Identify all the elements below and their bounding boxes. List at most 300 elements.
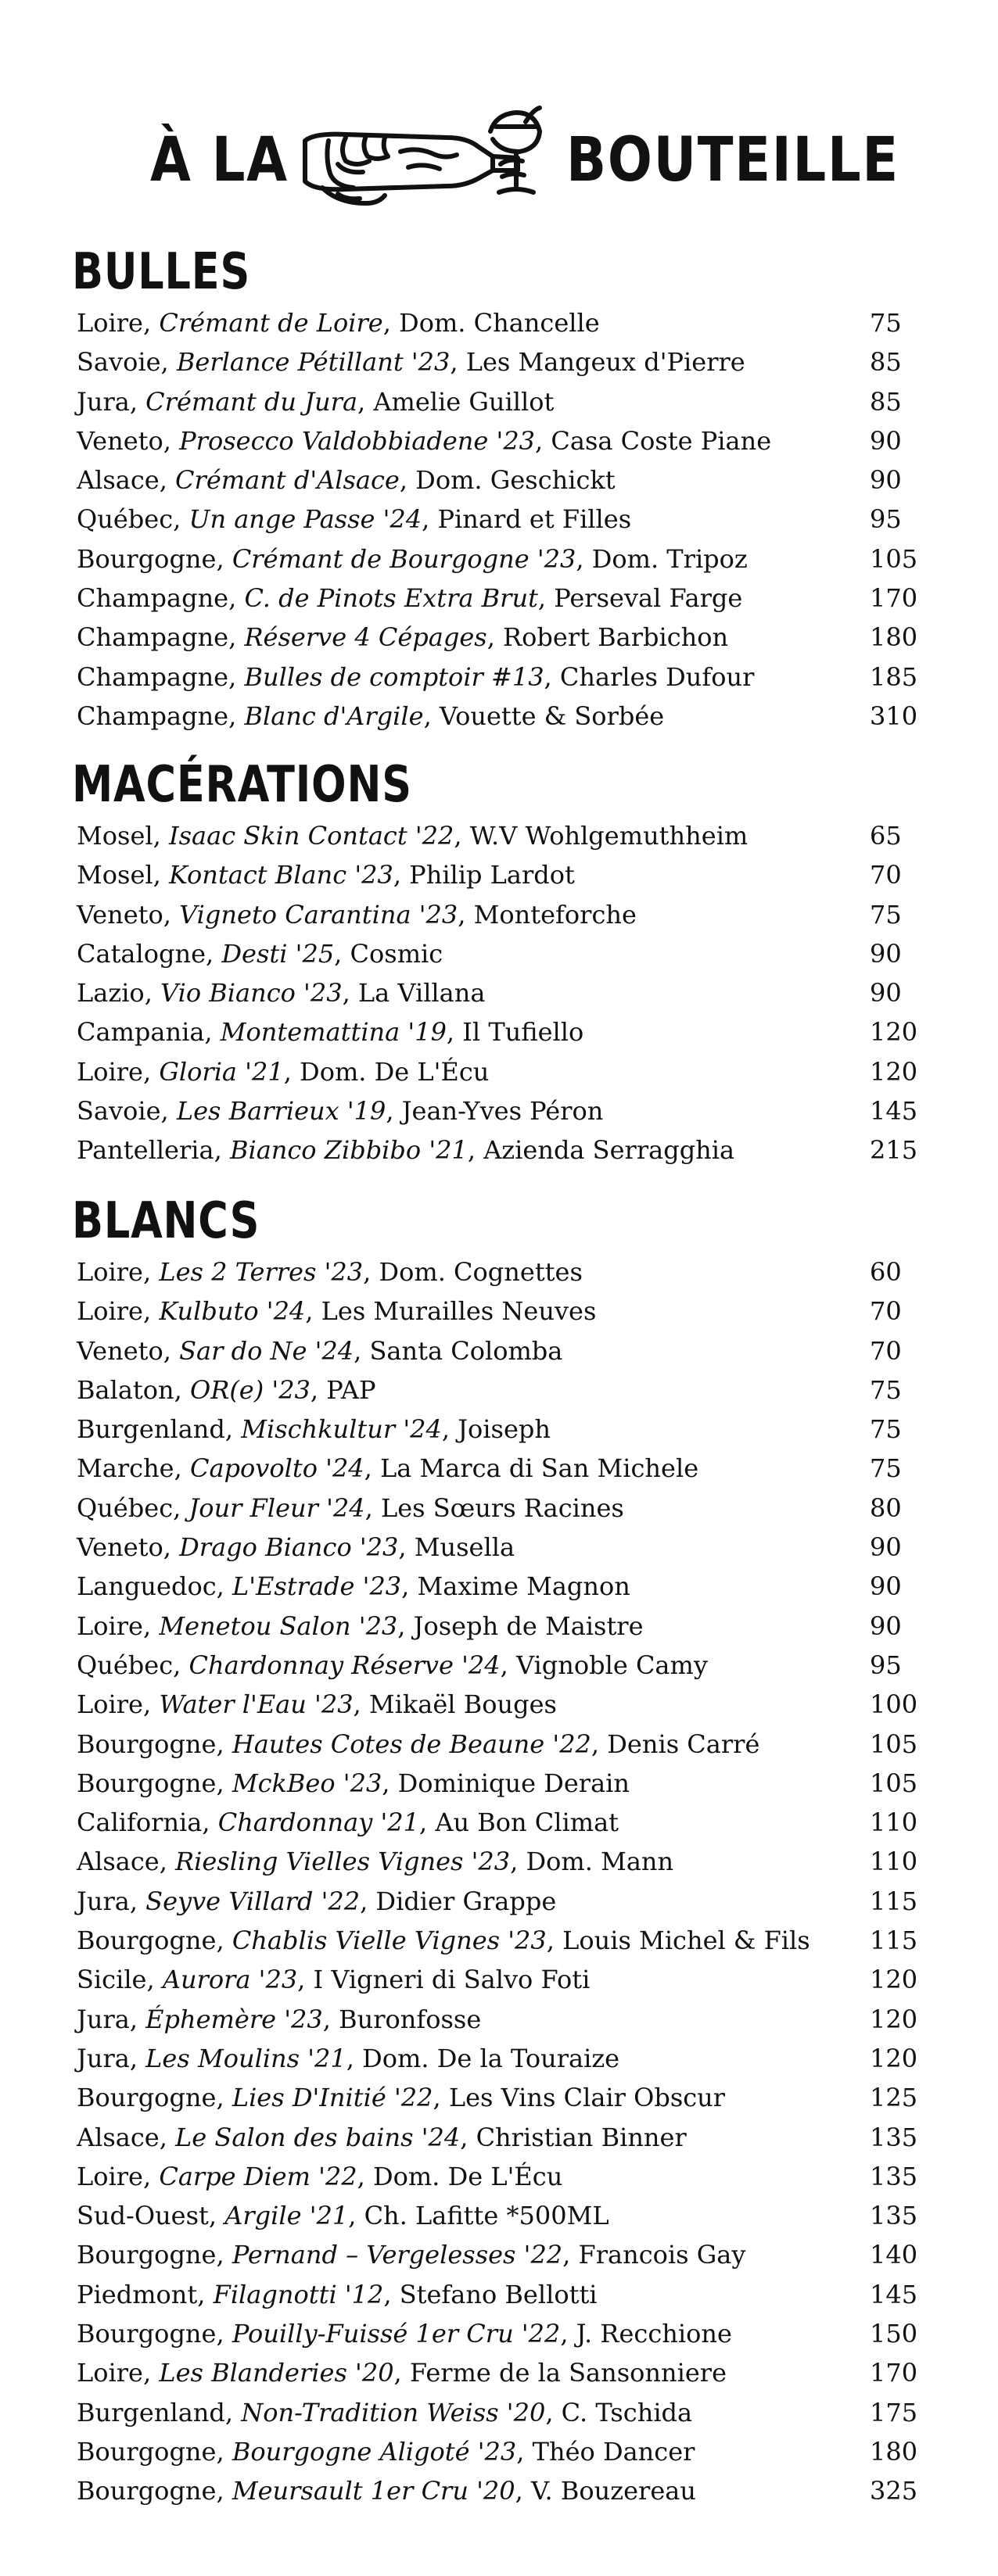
wine-price: 105	[870, 543, 918, 574]
wine-region: Languedoc	[77, 1571, 217, 1602]
wine-region: Québec	[77, 504, 174, 535]
wine-description: Campania, Montemattina '19, Il Tufiello	[77, 1017, 584, 1048]
wine-producer: Perseval Farge	[554, 583, 743, 614]
wine-price: 90	[870, 938, 902, 969]
header-title-left: À LA	[150, 125, 289, 195]
wine-name: Chablis Vielle Vignes '23	[232, 1926, 547, 1956]
wine-region: Sicile	[77, 1965, 147, 1995]
wine-row	[72, 2118, 932, 2157]
wine-name: OR(e) '23	[189, 1374, 311, 1405]
wine-price: 180	[870, 2436, 918, 2467]
wine-description: Catalogne, Desti '25, Cosmic	[77, 938, 443, 969]
wine-row	[72, 2393, 932, 2432]
wine-row	[72, 1921, 932, 1960]
wine-region: Pantelleria	[77, 1135, 214, 1166]
wine-description: Québec, Jour Fleur '24, Les Sœurs Racines	[77, 1492, 624, 1523]
wine-producer: W.V Wohlgemuthheim	[469, 821, 748, 851]
wine-producer: Joseph de Maistre	[413, 1610, 644, 1641]
wine-producer: Il Tufiello	[462, 1017, 584, 1048]
wine-description: Bourgogne, Hautes Cotes de Beaune '22, Denis Carré	[77, 1729, 760, 1759]
wine-name: Réserve 4 Cépages	[244, 622, 487, 653]
wine-description: Savoie, Les Barrieux '19, Jean-Yves Péron	[77, 1096, 604, 1127]
wine-row	[72, 697, 932, 736]
wine-price: 85	[870, 386, 902, 417]
wine-description: Jura, Crémant du Jura, Amelie Guillot	[77, 386, 555, 417]
wine-region: Jura	[77, 2004, 130, 2034]
wine-region: Burgenland	[77, 1414, 225, 1445]
wine-description: Mosel, Kontact Blanc '23, Philip Lardot	[77, 860, 575, 890]
wine-producer: Mikaël Bouges	[368, 1689, 557, 1720]
wine-region: Veneto	[77, 425, 163, 456]
wine-region: Loire	[77, 1689, 143, 1720]
wine-name: MckBeo '23	[232, 1768, 382, 1798]
wine-producer: Robert Barbichon	[503, 622, 729, 653]
wine-price: 75	[870, 899, 902, 930]
wine-price: 80	[870, 1492, 902, 1523]
wine-price: 175	[870, 2397, 918, 2427]
wine-row	[72, 1725, 932, 1764]
wine-region: Champagne	[77, 700, 229, 731]
section-title: MACÉRATIONS	[72, 756, 412, 814]
wine-price: 105	[870, 1729, 918, 1759]
wine-description: Veneto, Vigneto Carantina '23, Monteforche	[77, 899, 637, 930]
wine-producer: Cosmic	[350, 938, 443, 969]
wine-producer: Christian Binner	[476, 2122, 687, 2152]
wine-name: Water l'Eau '23	[159, 1689, 354, 1720]
wine-name: Capovolto '24	[189, 1453, 364, 1484]
wine-name: Chardonnay Réserve '24	[188, 1650, 501, 1680]
wine-region: Lazio	[77, 978, 145, 1009]
wine-description: Loire, Water l'Eau '23, Mikaël Bouges	[77, 1689, 557, 1720]
wine-name: Aurora '23	[162, 1965, 298, 1995]
wine-description: Alsace, Riesling Vielles Vignes '23, Dom. Mann	[77, 1847, 674, 1877]
wine-price: 105	[870, 1768, 918, 1798]
wine-price: 75	[870, 1414, 902, 1445]
wine-row	[72, 460, 932, 500]
wine-producer: La Villana	[357, 978, 486, 1009]
wine-row	[72, 973, 932, 1012]
wine-producer: Dom. Tripoz	[591, 543, 748, 574]
wine-producer: Musella	[414, 1532, 515, 1563]
wine-price: 145	[870, 2279, 918, 2309]
wine-price: 90	[870, 978, 902, 1009]
wine-region: Québec	[77, 1650, 174, 1680]
wine-row	[72, 1607, 932, 1646]
wine-producer: Théo Dancer	[532, 2436, 695, 2467]
wine-name: Crémant de Bourgogne '23	[232, 543, 576, 574]
wine-description: Sud-Ouest, Argile '21, Ch. Lafitte *500ML	[77, 2201, 609, 2231]
wine-name: L'Estrade '23	[232, 1571, 402, 1602]
wine-producer: Charles Dufour	[559, 661, 755, 692]
wine-row	[72, 1646, 932, 1685]
wine-description: Bourgogne, Crémant de Bourgogne '23, Dom. Tripoz	[77, 543, 748, 574]
wine-description: Champagne, Réserve 4 Cépages, Robert Barbichon	[77, 622, 729, 653]
wine-row	[72, 1685, 932, 1724]
wine-description: Burgenland, Non-Tradition Weiss '20, C. Tschida	[77, 2397, 693, 2427]
wine-description: Bourgogne, Lies D'Initié '22, Les Vins Clair Obscur	[77, 2083, 726, 2113]
wine-row	[72, 421, 932, 460]
wine-name: Kontact Blanc '23	[168, 860, 393, 890]
wine-region: Alsace	[77, 2122, 160, 2152]
wine-producer: Dom. Mann	[526, 1847, 674, 1877]
wine-name: Chardonnay '21	[217, 1807, 419, 1838]
wine-row	[72, 2157, 932, 2196]
wine-row	[72, 1252, 932, 1292]
wine-region: Alsace	[77, 1847, 160, 1877]
wine-region: Bourgogne	[77, 2240, 217, 2270]
wine-region: Savoie	[77, 1096, 161, 1127]
wine-description: Sicile, Aurora '23, I Vigneri di Salvo Foti	[77, 1965, 591, 1995]
wine-row	[72, 2432, 932, 2471]
wine-name: Filagnotti '12	[213, 2279, 384, 2309]
section-title: BLANCS	[72, 1192, 260, 1250]
wine-description: Languedoc, L'Estrade '23, Maxime Magnon	[77, 1571, 630, 1602]
wine-region: Mosel	[77, 860, 153, 890]
wine-description: Veneto, Drago Bianco '23, Musella	[77, 1532, 515, 1563]
wine-price: 135	[870, 2161, 918, 2191]
wine-price: 90	[870, 425, 902, 456]
wine-price: 145	[870, 1096, 918, 1127]
wine-producer: Les Mangeux d'Pierre	[465, 347, 745, 378]
wine-description: Loire, Carpe Diem '22, Dom. De L'Écu	[77, 2161, 563, 2191]
wine-name: Desti '25	[221, 938, 335, 969]
wine-producer: Denis Carré	[607, 1729, 760, 1759]
wine-producer: Dom. Cognettes	[379, 1257, 583, 1287]
wine-region: Loire	[77, 1610, 143, 1641]
wine-description: Loire, Crémant de Loire, Dom. Chancelle	[77, 308, 600, 338]
wine-region: Jura	[77, 2043, 130, 2073]
wine-producer: Dom. De L'Écu	[372, 2161, 563, 2191]
wine-row	[72, 855, 932, 894]
wine-name: Bourgogne Aligoté '23	[232, 2436, 517, 2467]
wine-description: Balaton, OR(e) '23, PAP	[77, 1374, 376, 1405]
wine-row	[72, 1803, 932, 1842]
wine-row	[72, 2275, 932, 2314]
wine-name: Les Blanderies '20	[159, 2358, 394, 2388]
wine-price: 140	[870, 2240, 918, 2270]
wine-price: 70	[870, 860, 902, 890]
wine-row	[72, 1842, 932, 1881]
wine-row	[72, 1091, 932, 1130]
wine-price: 85	[870, 347, 902, 378]
wine-name: Argile '21	[224, 2201, 349, 2231]
wine-producer: Maxime Magnon	[417, 1571, 630, 1602]
wine-region: Champagne	[77, 661, 229, 692]
wine-row	[72, 1410, 932, 1449]
wine-producer: Dominique Derain	[397, 1768, 630, 1798]
wine-description: Bourgogne, Bourgogne Aligoté '23, Théo Dancer	[77, 2436, 695, 2467]
wine-region: Champagne	[77, 583, 229, 614]
wine-description: Lazio, Vio Bianco '23, La Villana	[77, 978, 486, 1009]
wine-row	[72, 1960, 932, 1999]
wine-price: 310	[870, 700, 918, 731]
wine-row	[72, 579, 932, 618]
wine-description: Burgenland, Mischkultur '24, Joiseph	[77, 1414, 551, 1445]
wine-price: 65	[870, 821, 902, 851]
wine-name: Éphemère '23	[145, 2004, 323, 2034]
wine-description: Marche, Capovolto '24, La Marca di San Michele	[77, 1453, 699, 1484]
wine-name: Le Salon des bains '24	[175, 2122, 461, 2152]
wine-row	[72, 1567, 932, 1606]
wine-region: Bourgogne	[77, 2319, 217, 2349]
wine-row	[72, 1764, 932, 1803]
wine-description: Loire, Les Blanderies '20, Ferme de la Sansonniere	[77, 2358, 727, 2388]
wine-name: Riesling Vielles Vignes '23	[175, 1847, 511, 1877]
hand-holding-bottle-and-glass-icon	[291, 86, 557, 227]
wine-list	[72, 816, 932, 1170]
wine-region: Campania	[77, 1017, 205, 1048]
wine-producer: Amelie Guillot	[373, 386, 555, 417]
wine-name: Bianco Zibbibo '21	[229, 1135, 468, 1166]
wine-name: Les Barrieux '19	[176, 1096, 386, 1127]
wine-region: Bourgogne	[77, 1768, 217, 1798]
wine-name: Berlance Pétillant '23	[176, 347, 451, 378]
wine-price: 325	[870, 2476, 918, 2506]
section-blancs	[72, 1190, 932, 2511]
wine-row	[72, 816, 932, 855]
wine-price: 115	[870, 1886, 918, 1916]
wine-price: 135	[870, 2201, 918, 2231]
wine-region: Balaton	[77, 1374, 174, 1405]
wine-price: 120	[870, 2004, 918, 2034]
wine-description: Champagne, Bulles de comptoir #13, Charles Dufour	[77, 661, 755, 692]
wine-name: Drago Bianco '23	[179, 1532, 399, 1563]
wine-producer: Stefano Bellotti	[399, 2279, 598, 2309]
wine-price: 95	[870, 504, 902, 535]
wine-description: Bourgogne, Pouilly-Fuissé 1er Cru '22, J. Recchione	[77, 2319, 732, 2349]
wine-name: Carpe Diem '22	[159, 2161, 357, 2191]
wine-price: 120	[870, 1017, 918, 1048]
wine-description: Bourgogne, Meursault 1er Cru '20, V. Bouzereau	[77, 2476, 696, 2506]
wine-price: 100	[870, 1689, 918, 1720]
wine-producer: Didier Grappe	[375, 1886, 557, 1916]
wine-price: 70	[870, 1296, 902, 1327]
wine-region: Loire	[77, 1257, 143, 1287]
wine-producer: V. Bouzereau	[530, 2476, 696, 2506]
wine-row	[72, 1449, 932, 1488]
wine-region: Bourgogne	[77, 2436, 217, 2467]
wine-region: Alsace	[77, 465, 160, 496]
wine-description: Bourgogne, Chablis Vielle Vignes '23, Louis Michel & Fils	[77, 1926, 810, 1956]
wine-price: 75	[870, 1453, 902, 1484]
wine-region: Bourgogne	[77, 2083, 217, 2113]
wine-price: 95	[870, 1650, 902, 1680]
wine-region: Veneto	[77, 1532, 163, 1563]
wine-region: Loire	[77, 308, 143, 338]
wine-producer: J. Recchione	[576, 2319, 732, 2349]
wine-producer: Dom. De la Touraize	[362, 2043, 620, 2073]
wine-producer: Au Bon Climat	[435, 1807, 619, 1838]
wine-name: Non-Tradition Weiss '20	[241, 2397, 546, 2427]
wine-name: Lies D'Initié '22	[232, 2083, 433, 2113]
wine-producer: Philip Lardot	[409, 860, 575, 890]
wine-name: Blanc d'Argile	[244, 700, 424, 731]
section-title: BULLES	[72, 243, 251, 301]
wine-producer: Francois Gay	[578, 2240, 746, 2270]
wine-producer: Ch. Lafitte *500ML	[364, 2201, 609, 2231]
wine-description: Loire, Kulbuto '24, Les Murailles Neuves	[77, 1296, 597, 1327]
wine-description: Veneto, Prosecco Valdobbiadene '23, Casa Coste Piane	[77, 425, 772, 456]
wine-description: Alsace, Crémant d'Alsace, Dom. Geschickt	[77, 465, 616, 496]
wine-producer: Santa Colomba	[369, 1335, 563, 1366]
wine-producer: Pinard et Filles	[437, 504, 632, 535]
wine-list	[72, 303, 932, 736]
wine-price: 170	[870, 583, 918, 614]
wine-region: Loire	[77, 2161, 143, 2191]
wine-description: Loire, Gloria '21, Dom. De L'Écu	[77, 1056, 490, 1087]
wine-region: Bourgogne	[77, 543, 217, 574]
wine-producer: PAP	[326, 1374, 376, 1405]
wine-price: 75	[870, 1374, 902, 1405]
wine-name: Pernand – Vergelesses '22	[232, 2240, 563, 2270]
wine-name: C. de Pinots Extra Brut	[244, 583, 538, 614]
wine-description: Champagne, Blanc d'Argile, Vouette & Sorbée	[77, 700, 665, 731]
wine-price: 90	[870, 1571, 902, 1602]
wine-row	[72, 1130, 932, 1170]
wine-price: 120	[870, 1056, 918, 1087]
wine-price: 110	[870, 1847, 918, 1877]
wine-description: Bourgogne, Pernand – Vergelesses '22, Francois Gay	[77, 2240, 746, 2270]
wine-description: Loire, Les 2 Terres '23, Dom. Cognettes	[77, 1257, 583, 1287]
wine-row	[72, 2471, 932, 2510]
wine-name: Sar do Ne '24	[179, 1335, 354, 1366]
wine-name: Jour Fleur '24	[188, 1492, 365, 1523]
wine-row	[72, 2078, 932, 2117]
wine-name: Crémant d'Alsace	[175, 465, 400, 496]
wine-row	[72, 500, 932, 539]
wine-description: Savoie, Berlance Pétillant '23, Les Mangeux d'Pierre	[77, 347, 745, 378]
wine-region: Jura	[77, 1886, 130, 1916]
wine-row	[72, 2000, 932, 2039]
wine-row	[72, 1528, 932, 1567]
wine-name: Kulbuto '24	[159, 1296, 306, 1327]
wine-name: Vigneto Carantina '23	[179, 899, 458, 930]
wine-description: Jura, Les Moulins '21, Dom. De la Touraize	[77, 2043, 620, 2073]
wine-region: Catalogne	[77, 938, 206, 969]
wine-producer: Les Sœurs Racines	[380, 1492, 624, 1523]
wine-producer: I Vigneri di Salvo Foti	[313, 1965, 591, 1995]
wine-region: Sud-Ouest	[77, 2201, 209, 2231]
wine-name: Mischkultur '24	[241, 1414, 442, 1445]
wine-region: Bourgogne	[77, 1729, 217, 1759]
wine-producer: Dom. Chancelle	[399, 308, 600, 338]
wine-price: 90	[870, 1610, 902, 1641]
wine-price: 120	[870, 1965, 918, 1995]
wine-row	[72, 1882, 932, 1921]
wine-price: 180	[870, 622, 918, 653]
wine-name: Crémant du Jura	[145, 386, 358, 417]
wine-name: Gloria '21	[159, 1056, 284, 1087]
wine-price: 170	[870, 2358, 918, 2388]
wine-producer: Dom. Geschickt	[415, 465, 616, 496]
wine-description: Champagne, C. de Pinots Extra Brut, Perseval Farge	[77, 583, 743, 614]
section-bulles	[72, 241, 932, 736]
wine-region: Champagne	[77, 622, 229, 653]
wine-region: Marche	[77, 1453, 174, 1484]
wine-price: 70	[870, 1335, 902, 1366]
wine-producer: Ferme de la Sansonniere	[409, 2358, 727, 2388]
wine-description: California, Chardonnay '21, Au Bon Climat	[77, 1807, 619, 1838]
wine-region: Veneto	[77, 899, 163, 930]
wine-region: Piedmont	[77, 2279, 198, 2309]
wine-description: Québec, Chardonnay Réserve '24, Vignoble Camy	[77, 1650, 708, 1680]
wine-region: Mosel	[77, 821, 153, 851]
wine-description: Mosel, Isaac Skin Contact '22, W.V Wohlgemuthheim	[77, 821, 748, 851]
wine-row	[72, 934, 932, 973]
wine-description: Jura, Éphemère '23, Buronfosse	[77, 2004, 482, 2034]
wine-row	[72, 1052, 932, 1091]
wine-name: Crémant de Loire	[159, 308, 383, 338]
wine-description: Loire, Menetou Salon '23, Joseph de Maistre	[77, 1610, 644, 1641]
section-macerations	[72, 754, 932, 1170]
wine-price: 215	[870, 1135, 918, 1166]
wine-region: Québec	[77, 1492, 174, 1523]
wine-producer: Vouette & Sorbée	[439, 700, 665, 731]
wine-price: 110	[870, 1807, 918, 1838]
wine-price: 150	[870, 2319, 918, 2349]
wine-row	[72, 1370, 932, 1410]
wine-row	[72, 303, 932, 342]
wine-price: 90	[870, 1532, 902, 1563]
wine-producer: Vignoble Camy	[515, 1650, 708, 1680]
wine-name: Les Moulins '21	[145, 2043, 346, 2073]
wine-row	[72, 2314, 932, 2353]
wine-producer: Azienda Serragghia	[483, 1135, 735, 1166]
header-title-right: BOUTEILLE	[566, 125, 899, 195]
wine-price: 60	[870, 1257, 902, 1287]
wine-producer: Buronfosse	[339, 2004, 482, 2034]
wine-region: Bourgogne	[77, 2476, 217, 2506]
wine-producer: Jean-Yves Péron	[401, 1096, 604, 1127]
wine-producer: Les Murailles Neuves	[321, 1296, 597, 1327]
wine-producer: Joiseph	[458, 1414, 551, 1445]
wine-price: 185	[870, 661, 918, 692]
wine-price: 90	[870, 465, 902, 496]
wine-price: 120	[870, 2043, 918, 2073]
wine-description: Bourgogne, MckBeo '23, Dominique Derain	[77, 1768, 630, 1798]
wine-description: Québec, Un ange Passe '24, Pinard et Filles	[77, 504, 632, 535]
wine-row	[72, 895, 932, 934]
wine-description: Jura, Seyve Villard '22, Didier Grappe	[77, 1886, 557, 1916]
wine-name: Prosecco Valdobbiadene '23	[179, 425, 536, 456]
wine-region: Loire	[77, 1296, 143, 1327]
wine-description: Veneto, Sar do Ne '24, Santa Colomba	[77, 1335, 563, 1366]
wine-price: 115	[870, 1926, 918, 1956]
wine-row	[72, 2235, 932, 2274]
wine-name: Meursault 1er Cru '20	[232, 2476, 515, 2506]
wine-price: 135	[870, 2122, 918, 2152]
wine-row	[72, 1331, 932, 1370]
wine-region: Savoie	[77, 347, 161, 378]
wine-row	[72, 382, 932, 421]
wine-row	[72, 1012, 932, 1052]
wine-name: Seyve Villard '22	[145, 1886, 361, 1916]
wine-description: Pantelleria, Bianco Zibbibo '21, Azienda Serragghia	[77, 1135, 735, 1166]
wine-name: Vio Bianco '23	[160, 978, 343, 1009]
wine-row	[72, 618, 932, 657]
wine-region: Burgenland	[77, 2397, 225, 2427]
wine-name: Isaac Skin Contact '22	[168, 821, 454, 851]
wine-producer: C. Tschida	[561, 2397, 693, 2427]
wine-row	[72, 657, 932, 697]
wine-name: Montemattina '19	[220, 1017, 447, 1048]
wine-price: 75	[870, 308, 902, 338]
wine-row	[72, 2353, 932, 2392]
wine-row	[72, 2196, 932, 2235]
wine-row	[72, 539, 932, 579]
wine-region: Veneto	[77, 1335, 163, 1366]
wine-region: Loire	[77, 2358, 143, 2388]
